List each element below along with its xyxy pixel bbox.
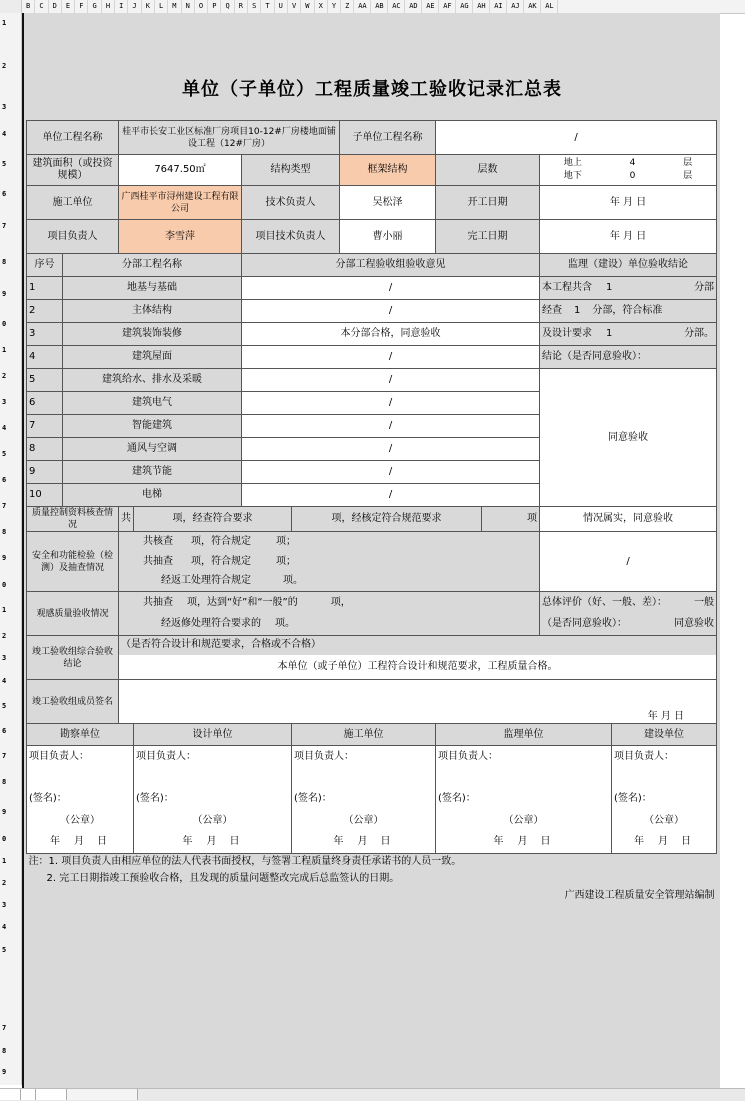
item-no: 10 [27,484,63,507]
date-year: 年 [182,836,193,848]
row-number[interactable]: 3 [2,103,7,111]
column-letter[interactable]: AD [405,0,422,13]
column-letter[interactable]: AH [473,0,490,13]
row-number[interactable]: 7 [2,1024,7,1032]
members-label: 竣工验收组成员签名 [27,680,119,724]
item-name: 地基与基础 [63,277,242,300]
conclusion-text: 经查 [542,305,562,316]
item-name: 智能建筑 [63,415,242,438]
party-head[interactable]: 项目负责人： [292,746,436,768]
column-letter[interactable]: AL [541,0,558,13]
tech-head-label: 技术负责人 [242,186,340,220]
sub-unit-value[interactable]: / [436,121,717,155]
row-number[interactable]: 4 [2,130,7,138]
row-number[interactable]: 4 [2,677,7,685]
row-number[interactable]: 1 [2,857,7,865]
subproject-row [27,369,717,392]
date-day: 日 [380,836,391,848]
row-number[interactable]: 2 [2,372,7,380]
conclusion-text: 分部，符合标准 [592,305,663,316]
date-month: 月 [658,836,669,848]
appearance-agree-value[interactable]: 同意验收 [674,618,715,630]
row-number[interactable]: 6 [2,476,7,484]
row-number[interactable]: 5 [2,946,7,954]
completion-row-2 [27,655,717,680]
party-survey: 勘察单位 [27,724,134,746]
party-seal[interactable]: （公章） [27,810,134,832]
above-ground-label: 地上 [563,158,582,168]
party-seal[interactable]: （公章） [436,810,612,832]
conclusion-line-1 [540,277,717,300]
appearance-text: 项， [330,596,351,608]
date-day: 日 [540,836,551,848]
column-letter[interactable]: AB [371,0,388,13]
column-letter[interactable]: E [62,0,75,13]
party-blank[interactable] [612,768,717,788]
party-date[interactable] [27,832,134,854]
appearance-eval [540,592,717,614]
column-letter[interactable]: B [22,0,35,13]
appearance-row-2 [27,614,717,636]
sub-unit-label: 子单位工程名称 [340,121,436,155]
above-ground-value[interactable]: 4 [629,158,636,168]
conclusion-text: 及设计要求 [542,328,592,339]
item-opinion[interactable]: / [242,277,540,300]
party-date[interactable] [612,832,717,854]
safety-line-3 [119,572,540,592]
party-owner: 建设单位 [612,724,717,746]
contractor-row [27,186,717,220]
row-number[interactable]: 6 [2,727,7,735]
date-month: 月 [357,836,368,848]
below-ground-label: 地下 [563,171,582,181]
item-no: 4 [27,346,63,369]
row-number[interactable]: 3 [2,901,7,909]
conclusion-line-2 [540,300,717,323]
item-opinion[interactable]: 本分部合格，同意验收 [242,323,540,346]
item-opinion[interactable]: / [242,484,540,507]
party-head[interactable]: 项目负责人： [612,746,717,768]
column-letter[interactable]: U [275,0,288,13]
date-year: 年 [493,836,504,848]
completion-line-1: （是否符合设计和规范要求，合格或不合格） [119,636,717,655]
safety-text: 项。 [283,575,303,587]
conclusion-header: 监理（建设）单位验收结论 [540,254,717,277]
subproject-row [27,300,717,323]
item-no: 9 [27,461,63,484]
row-number[interactable]: 8 [2,1047,7,1055]
safety-result[interactable]: / [540,532,717,592]
pm-value[interactable]: 李雪萍 [119,220,242,254]
item-name: 建筑给水、排水及采暖 [63,369,242,392]
parties-header-row [27,724,717,746]
row-number[interactable]: 9 [2,554,7,562]
sheet-tab-active[interactable] [36,1089,67,1100]
row-number[interactable]: 9 [2,1068,7,1076]
opinion-header: 分部工程验收组验收意见 [242,254,540,277]
date-month: 月 [517,836,528,848]
note-row-2 [27,871,717,888]
row-number[interactable]: 7 [2,222,7,230]
item-opinion[interactable]: / [242,438,540,461]
column-letter[interactable]: AC [388,0,405,13]
column-letter[interactable]: AA [354,0,371,13]
item-opinion[interactable]: / [242,461,540,484]
name-header: 分部工程名称 [63,254,242,277]
row-header-bar[interactable] [0,13,22,1085]
party-date[interactable] [436,832,612,854]
date-month: 月 [206,836,217,848]
unit-name-label: 单位工程名称 [27,121,119,155]
start-date-label: 开工日期 [436,186,540,220]
party-date-row [27,832,717,854]
area-value[interactable]: 7647.50㎡ [119,155,242,186]
item-opinion[interactable]: / [242,392,540,415]
item-opinion[interactable]: / [242,346,540,369]
conclusion-count[interactable]: 1 [574,305,581,316]
item-opinion[interactable]: / [242,300,540,323]
date-year: 年 [50,836,60,848]
item-no: 8 [27,438,63,461]
safety-text: 项； [276,535,296,547]
row-number[interactable]: 1 [2,346,7,354]
note-2: 2. 完工日期指竣工预验收合格，且发现的质量问题整改完成后总监签认的日期。 [27,871,717,888]
party-sign[interactable]: (签名)： [612,788,717,810]
row-number[interactable]: 3 [2,654,7,662]
column-letter[interactable]: D [49,0,62,13]
column-letter[interactable]: O [195,0,208,13]
column-letter[interactable]: I [115,0,128,13]
item-no: 6 [27,392,63,415]
row-number[interactable]: 5 [2,160,7,168]
safety-row-1 [27,532,717,552]
date-day: 日 [229,836,240,848]
column-letter[interactable]: N [182,0,195,13]
conclusion-count[interactable]: 1 [606,282,613,293]
row-number[interactable]: 9 [2,808,7,816]
column-letter[interactable]: R [235,0,248,13]
party-blank[interactable] [436,768,612,788]
column-letter[interactable]: F [75,0,88,13]
floors-cell[interactable] [540,155,717,186]
party-blank[interactable] [27,768,134,788]
structure-value[interactable]: 框架结构 [340,155,436,186]
contractor-label: 施工单位 [27,186,119,220]
floors-label: 层数 [436,155,540,186]
row-number[interactable]: 0 [2,581,7,589]
conclusion-text: 分部。 [684,328,715,339]
sheet-tab-first[interactable] [0,1089,21,1100]
appearance-text: 项，达到“好”和“一般”的 [187,596,298,608]
column-letter[interactable]: X [315,0,328,13]
row-number[interactable]: 4 [2,923,7,931]
completion-row-1 [27,636,717,655]
members-row [27,680,717,724]
item-no: 1 [27,277,63,300]
proj-tech-label: 项目技术负责人 [242,220,340,254]
item-name: 建筑装饰装修 [63,323,242,346]
party-sign-row [27,788,717,810]
party-sign[interactable]: (签名)： [27,788,134,810]
completion-label: 竣工验收组综合验收结论 [27,636,119,680]
row-number[interactable]: 7 [2,502,7,510]
date-day: 日 [681,836,692,848]
date-year: 年 [634,836,645,848]
row-number[interactable]: 1 [2,606,7,614]
column-letter[interactable]: Q [221,0,234,13]
sheet-tab[interactable] [67,1089,138,1100]
tech-head-value[interactable]: 吴松泽 [340,186,436,220]
row-number[interactable]: 2 [2,62,7,70]
column-letter[interactable]: C [35,0,48,13]
item-name: 建筑屋面 [63,346,242,369]
project-manager-row [27,220,717,254]
finish-date-label: 完工日期 [436,220,540,254]
column-letter[interactable]: T [261,0,274,13]
floor-unit-1: 层 [683,158,693,168]
conclusion-text: 本工程共含 [542,282,592,293]
page-title: 单位（子单位）工程质量竣工验收记录汇总表 [182,79,562,100]
unit-name-value[interactable]: 桂平市长安工业区标准厂房项目10-12#厂房楼地面铺设工程（12#厂房） [119,121,340,155]
row-number[interactable]: 0 [2,835,7,843]
item-name: 建筑电气 [63,392,242,415]
row-number[interactable]: 6 [2,190,7,198]
party-sign[interactable]: (签名)： [436,788,612,810]
party-head[interactable]: 项目负责人： [27,746,134,768]
floor-unit-2: 层 [683,171,693,181]
seq-header: 序号 [27,254,63,277]
item-opinion[interactable]: / [242,415,540,438]
subproject-row [27,277,717,300]
row-number[interactable]: 8 [2,258,7,266]
subproject-row [27,323,717,346]
row-number[interactable]: 3 [2,398,7,406]
appearance-text: 经返修处理符合要求的 [161,618,261,630]
party-supervision: 监理单位 [436,724,612,746]
column-letter[interactable]: AK [524,0,541,13]
column-letter[interactable]: Z [341,0,354,13]
row-number[interactable]: 2 [2,879,7,887]
note-1: 注：1. 项目负责人由相应单位的法人代表书面授权，与签署工程质量终身责任承诺书的人员一致。 [27,854,717,871]
unit-name-row [27,121,717,155]
appearance-agree [540,614,717,636]
appearance-label: 观感质量验收情况 [27,592,119,636]
party-seal-row [27,810,717,832]
party-head[interactable]: 项目负责人： [134,746,292,768]
conclusion-count[interactable]: 1 [606,328,613,339]
party-date[interactable] [134,832,292,854]
quality-text-1: 项，经查符合要求 [134,507,292,532]
column-letter[interactable]: K [142,0,155,13]
note-row-1 [27,854,717,871]
party-seal[interactable]: （公章） [292,810,436,832]
row-number[interactable]: 4 [2,424,7,432]
item-no: 5 [27,369,63,392]
quality-text-2: 项，经核定符合规范要求 [292,507,482,532]
appearance-row-1 [27,592,717,614]
column-letter[interactable]: AJ [507,0,524,13]
item-no: 3 [27,323,63,346]
quality-label: 质量控制资料核查情况 [27,507,119,532]
column-letter[interactable]: J [128,0,141,13]
issuer: 广西建设工程质量安全管理站编制 [27,888,717,905]
party-design: 设计单位 [134,724,292,746]
party-seal[interactable]: （公章） [612,810,717,832]
safety-text: 项，符合规定 [191,555,251,567]
row-number[interactable]: 8 [2,778,7,786]
conclusion-line-3 [540,323,717,346]
safety-label: 安全和功能检验（检测）及抽查情况 [27,532,119,592]
acceptance-summary-table [26,120,717,905]
safety-text: 经返工处理符合规定 [161,575,251,587]
column-letter[interactable]: P [208,0,221,13]
row-number[interactable]: 2 [2,632,7,640]
safety-text: 共抽查 [143,555,173,567]
date-year: 年 [333,836,344,848]
finish-date-value[interactable]: 年 月 日 [540,220,717,254]
column-letter[interactable]: M [168,0,181,13]
item-name: 电梯 [63,484,242,507]
column-letter[interactable]: L [155,0,168,13]
safety-text: 项，符合规定 [191,535,251,547]
appearance-agree-label: （是否同意验收）： [542,618,627,630]
contractor-value[interactable]: 广西桂平市浔州建设工程有限公司 [119,186,242,220]
area-label: 建筑面积（或投资规模） [27,155,119,186]
item-name: 通风与空调 [63,438,242,461]
note-row-3 [27,888,717,905]
date-month: 月 [74,836,84,848]
members-date[interactable]: 年 月 日 [119,680,717,724]
column-letter[interactable]: AE [422,0,439,13]
party-date[interactable] [292,832,436,854]
completion-line-2[interactable]: 本单位（或子单位）工程符合设计和规范要求，工程质量合格。 [119,655,717,680]
below-ground-value[interactable]: 0 [629,171,636,181]
column-letter[interactable]: AI [490,0,507,13]
item-no: 2 [27,300,63,323]
party-seal[interactable]: （公章） [134,810,292,832]
subproject-row [27,346,717,369]
column-letter[interactable]: AF [439,0,456,13]
item-opinion[interactable]: / [242,369,540,392]
conclusion-line-4: 结论（是否同意验收）： [540,346,717,369]
column-letter[interactable]: AG [456,0,473,13]
party-blank[interactable] [134,768,292,788]
pm-label: 项目负责人 [27,220,119,254]
structure-label: 结构类型 [242,155,340,186]
party-blank-row [27,768,717,788]
row-number[interactable]: 5 [2,702,7,710]
column-letters[interactable] [22,0,722,13]
proj-tech-value[interactable]: 曹小丽 [340,220,436,254]
row-number[interactable]: 8 [2,528,7,536]
sheet-tab-prev[interactable] [21,1089,36,1100]
subproject-header-row [27,254,717,277]
conclusion-text: 分部 [694,282,715,293]
party-sign[interactable]: (签名)： [134,788,292,810]
safety-line-1 [119,532,540,552]
item-name: 建筑节能 [63,461,242,484]
appearance-line-1 [119,592,540,614]
party-head-row [27,746,717,768]
item-no: 7 [27,415,63,438]
appearance-text: 项。 [275,618,295,630]
start-date-value[interactable]: 年 月 日 [540,186,717,220]
column-letter[interactable]: V [288,0,301,13]
column-letter[interactable]: S [248,0,261,13]
date-day: 日 [97,836,107,848]
safety-line-2 [119,552,540,572]
party-head[interactable]: 项目负责人： [436,746,612,768]
party-blank[interactable] [292,768,436,788]
appearance-text: 共抽查 [143,596,173,608]
conclusion-agree[interactable]: 同意验收 [540,369,717,507]
row-number[interactable]: 0 [2,320,7,328]
column-letter[interactable]: G [88,0,101,13]
sheet-tab-bar [0,1088,745,1101]
safety-text: 项； [276,555,296,567]
area-row [27,155,717,186]
row-number[interactable]: 7 [2,752,7,760]
item-name: 主体结构 [63,300,242,323]
column-letter[interactable]: W [301,0,314,13]
party-sign[interactable]: (签名)： [292,788,436,810]
quality-gong: 共 [119,507,134,532]
safety-text: 共核查 [143,535,173,547]
quality-xiang: 项 [482,507,540,532]
row-number[interactable]: 9 [2,290,7,298]
select-all-corner[interactable] [0,0,22,13]
party-construction: 施工单位 [292,724,436,746]
appearance-line-2 [119,614,540,636]
row-number[interactable]: 5 [2,450,7,458]
column-letter[interactable]: Y [328,0,341,13]
quality-result[interactable]: 情况属实，同意验收 [540,507,717,532]
column-letter[interactable]: H [102,0,115,13]
appearance-eval-value[interactable]: 一般 [694,596,715,608]
column-header-bar [0,0,745,14]
appearance-eval-label: 总体评价（好、一般、差）： [542,596,667,608]
quality-control-row [27,507,717,532]
row-number[interactable]: 1 [2,19,7,27]
